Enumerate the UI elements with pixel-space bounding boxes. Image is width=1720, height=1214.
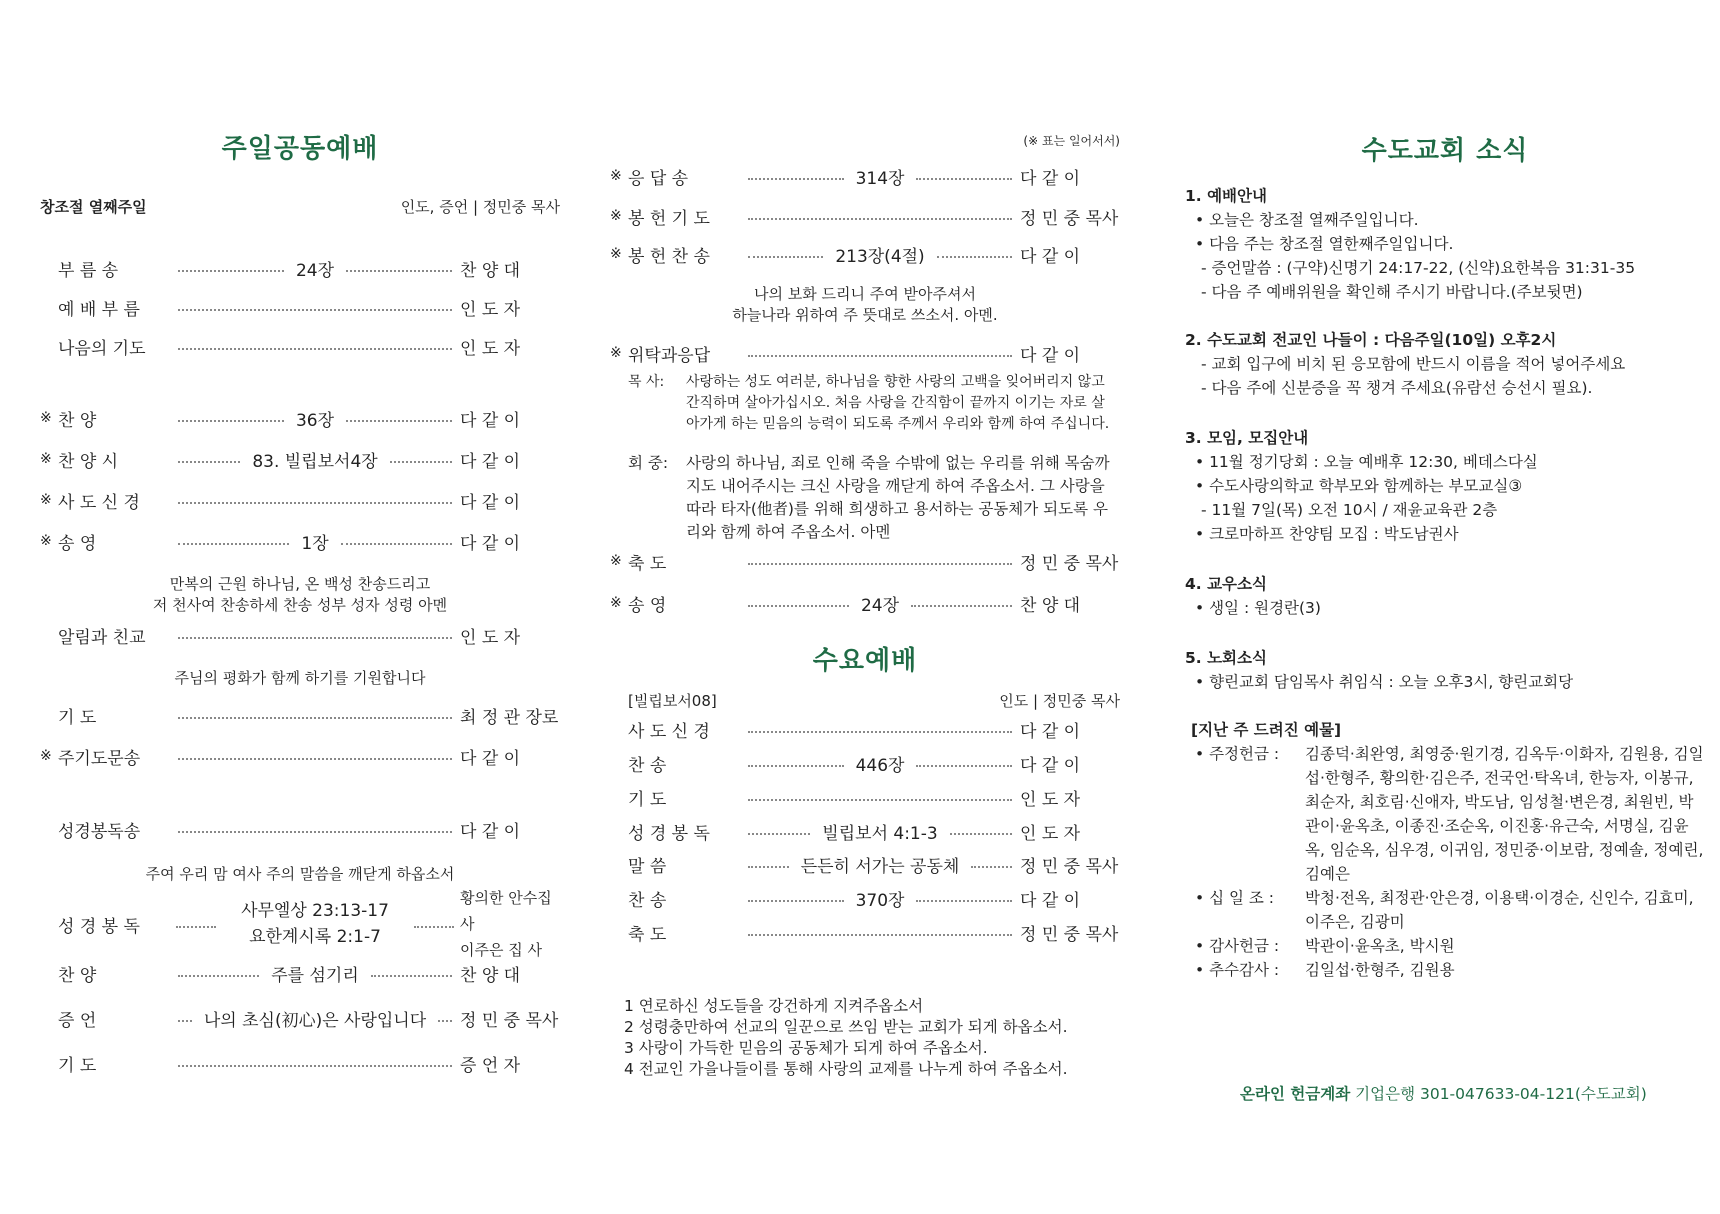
- offering-names: 박관이·윤옥초, 박시원: [1305, 937, 1455, 955]
- peace-text: 주님의 평화가 함께 하기를 기원합니다: [174, 669, 426, 687]
- standing-note: (※ 표는 일어서서): [1023, 134, 1120, 148]
- order-label: 봉 헌 기 도: [628, 208, 710, 229]
- sunday-title: 주일공동예배: [221, 134, 379, 164]
- news-heading-2: 2. 수도교회 전교인 나들이 : 다음주일(10일) 오후2시: [1185, 331, 1557, 349]
- stand-mark: ※: [610, 246, 622, 262]
- reading-readers: [460, 885, 560, 963]
- congregation-label: 회 중:: [628, 454, 669, 472]
- offering-row: [1185, 742, 1705, 886]
- order-leader: 인 도 자: [1020, 823, 1081, 844]
- order-row: [40, 487, 560, 513]
- order-row: [610, 919, 1120, 945]
- order-leader: 정 민 중 목사: [1020, 553, 1119, 574]
- stand-mark: ※: [610, 595, 622, 611]
- order-detail: 24장: [860, 595, 900, 616]
- order-leader: 다 같 이: [460, 451, 521, 472]
- news-line: • 향린교회 담임목사 취임식 : 오늘 오후3시, 향린교회당: [1195, 673, 1574, 691]
- order-leader: 인 도 자: [460, 627, 521, 648]
- order-label: 증 언: [58, 1010, 97, 1031]
- news-line: - 다음 주 예배위원을 확인해 주시기 바랍니다.(주보뒷면): [1201, 283, 1583, 301]
- order-label: 찬 송: [628, 755, 667, 776]
- doxology-line-2: 저 천사여 찬송하세 찬송 성부 성자 성령 아멘: [152, 596, 448, 614]
- order-leader: 정 민 중 목사: [1020, 208, 1119, 229]
- order-detail: 446장: [855, 755, 905, 776]
- order-row: [40, 446, 560, 472]
- order-label: 찬 송: [628, 890, 667, 911]
- order-row: [40, 255, 560, 281]
- news-line: • 생일 : 원경란(3): [1195, 599, 1321, 617]
- order-row: [40, 528, 560, 554]
- order-row: [40, 743, 560, 769]
- order-row: [40, 816, 560, 842]
- news-heading-3: 3. 모임, 모집안내: [1185, 429, 1309, 447]
- pastor-label: 목 사:: [628, 374, 665, 390]
- reading-passages: [222, 898, 408, 950]
- offering-names: 김종덕·최완영, 최영중·원기경, 김옥두·이화자, 김원용, 김일섭·한형주, 황의한·김은주, 전국언·탁옥녀, 한능자, 이봉규, 최순자, 최호림·신애자, 박도남, 임성철·변은경, 최원빈, 박관이·윤옥초, 이종진·조순옥, 이진홍·유근숙, 서명실, 김윤옥, 임순옥, 심우경, 이귀임, 정민중·이보람, 정예솔, 정예린, 김예은: [1305, 745, 1704, 883]
- reader-1: 황의한 안수집사: [460, 889, 552, 933]
- order-label: 나음의 기도: [58, 338, 146, 359]
- order-label: 성경봉독송: [58, 821, 141, 842]
- order-leader: 다 같 이: [460, 492, 521, 513]
- reading-row: [40, 889, 560, 959]
- online-account: [1240, 1082, 1647, 1104]
- order-label: 찬 양 시: [58, 451, 119, 472]
- order-row: [40, 1050, 560, 1076]
- news-heading-4: 4. 교우소식: [1185, 575, 1267, 593]
- order-label: 응 답 송: [628, 168, 689, 189]
- order-detail: 든든히 서가는 공동체: [800, 856, 960, 877]
- order-label: 기 도: [628, 789, 667, 810]
- account-value: 기업은행 301-047633-04-121(수도교회): [1355, 1085, 1647, 1103]
- order-detail: 83. 빌립보서4장: [252, 451, 378, 472]
- order-leader: 정 민 중 목사: [1020, 856, 1119, 877]
- order-leader: 다 같 이: [460, 748, 521, 769]
- news-heading-1: 1. 예배안내: [1185, 187, 1267, 205]
- order-row: [40, 622, 560, 648]
- offering-row: [1185, 886, 1705, 934]
- news-line: • 크로마하프 찬양팀 모집 : 박도남권사: [1195, 525, 1459, 543]
- order-row: [610, 885, 1120, 911]
- offering-type: • 십 일 조 :: [1195, 889, 1274, 907]
- order-label: 주기도문송: [58, 748, 141, 769]
- order-row: [610, 548, 1120, 574]
- order-detail: 1장: [301, 533, 329, 554]
- stand-mark: ※: [40, 410, 52, 426]
- stand-mark: ※: [40, 451, 52, 467]
- order-leader: 다 같 이: [1020, 345, 1081, 366]
- offering-song-line-2: 하늘나라 위하여 주 뜻대로 쓰소서. 아멘.: [732, 306, 998, 324]
- order-detail: 빌립보서 4:1-3: [822, 823, 938, 844]
- offering-song-line-1: 나의 보화 드리니 주여 받아주셔서: [754, 285, 976, 303]
- doxology-line-1: 만복의 근원 하나님, 온 백성 찬송드리고: [169, 575, 431, 593]
- prayer-item-1: 1 연로하신 성도들을 강건하게 지켜주옵소서: [624, 997, 924, 1015]
- offering-type: • 감사헌금 :: [1195, 937, 1280, 955]
- order-label: 예 배 부 름: [58, 299, 140, 320]
- order-label: 기 도: [58, 1055, 97, 1076]
- offering-row: [1185, 934, 1705, 958]
- order-leader: 인 도 자: [460, 299, 521, 320]
- order-label: 성 경 봉 독: [628, 823, 710, 844]
- order-leader: 찬 양 대: [460, 965, 521, 986]
- news-line: • 11월 정기당회 : 오늘 예배후 12:30, 베데스다실: [1195, 453, 1538, 471]
- order-label: 기 도: [58, 707, 97, 728]
- order-row: [610, 716, 1120, 742]
- stand-mark: ※: [40, 533, 52, 549]
- order-detail: 370장: [855, 890, 905, 911]
- order-row: [40, 960, 560, 986]
- order-leader: 찬 양 대: [1020, 595, 1081, 616]
- order-label: 송 영: [58, 533, 97, 554]
- offering-row: [1185, 958, 1705, 982]
- order-label: 사 도 신 경: [58, 492, 140, 513]
- stand-mark: ※: [610, 208, 622, 224]
- doxology-text: [40, 574, 560, 616]
- news-line: - 교회 입구에 비치 된 응모함에 반드시 이름을 적어 넣어주세요: [1201, 355, 1626, 373]
- news-title: 수도교회 소식: [1361, 136, 1529, 166]
- pastor-block: [628, 372, 1118, 435]
- order-row: [40, 1005, 560, 1031]
- order-row: [610, 851, 1120, 877]
- reading-label: 성 경 봉 독: [58, 916, 140, 937]
- order-row: [610, 340, 1120, 366]
- news-section-members: [1185, 572, 1705, 620]
- order-leader: 다 같 이: [1020, 246, 1081, 267]
- order-label: 축 도: [628, 553, 667, 574]
- order-leader: 찬 양 대: [460, 260, 521, 281]
- stand-mark: ※: [40, 492, 52, 508]
- news-line: • 수도사랑의학교 학부모와 함께하는 부모교실③: [1195, 477, 1523, 495]
- sunday-subtitle: 창조절 열째주일: [40, 198, 147, 216]
- order-leader: 다 같 이: [460, 821, 521, 842]
- order-label: 위탁과응답: [628, 345, 711, 366]
- prayer-item-3: 3 사랑이 가득한 믿음의 공동체가 되게 하여 주옵소서.: [624, 1039, 988, 1057]
- order-detail: 314장: [855, 168, 905, 189]
- offering-names: 김일섭·한형주, 김원용: [1305, 961, 1455, 979]
- offerings-section: [1185, 718, 1705, 982]
- order-label: 말 씀: [628, 856, 667, 877]
- order-detail: 213장(4절): [835, 246, 925, 267]
- offering-type: • 주정헌금 :: [1195, 745, 1280, 763]
- order-row: [610, 590, 1120, 616]
- wednesday-header: [628, 690, 1120, 711]
- order-leader: 증 언 자: [460, 1055, 521, 1076]
- order-detail: 나의 초심(初心)은 사랑입니다: [203, 1010, 427, 1031]
- order-label: 부 름 송: [58, 260, 119, 281]
- news-section-meetings: [1185, 426, 1705, 546]
- offerings-list: [1185, 742, 1705, 982]
- order-leader: 다 같 이: [1020, 755, 1081, 776]
- order-row: [610, 750, 1120, 776]
- order-label: 송 영: [628, 595, 667, 616]
- news-section-outing: [1185, 328, 1705, 400]
- order-leader: 다 같 이: [1020, 168, 1081, 189]
- order-detail: 36장: [295, 410, 335, 431]
- sunday-leader: 인도, 증언 | 정민중 목사: [400, 198, 560, 216]
- news-line: - 증언말씀 : (구약)신명기 24:17-22, (신약)요한복음 31:31-35: [1201, 259, 1636, 277]
- pastor-text: 사랑하는 성도 여러분, 하나님을 향한 사랑의 고백을 잊어버리지 않고 간직하며 살아가십시오. 처음 사랑을 간직함이 끝까지 이기는 자로 살아가게 하는 믿음의 능력이 되도록 주께서 우리와 함께 하여 주십니다.: [686, 374, 1110, 432]
- order-detail: 주를 섬기리: [271, 965, 359, 986]
- bible-prayer-text: 주여 우리 맘 여사 주의 말씀을 깨닫게 하옵소서: [145, 865, 455, 883]
- prayer-item-2: 2 성령충만하여 선교의 일꾼으로 쓰임 받는 교회가 되게 하옵소서.: [624, 1018, 1068, 1036]
- stand-mark: ※: [40, 748, 52, 764]
- stand-mark: ※: [610, 168, 622, 184]
- news-line: • 오늘은 창조절 열째주일입니다.: [1195, 211, 1419, 229]
- congregation-text: 사랑의 하나님, 죄로 인해 죽을 수밖에 없는 우리를 위해 목숨까지도 내어주시는 크신 사랑을 깨닫게 하여 주옵소서. 그 사랑을 따라 타자(他者)를 위해 희생하고 용서하는 공동체가 되도록 우리와 함께 하여 주옵소서. 아멘: [686, 454, 1110, 541]
- prayer-list: [624, 996, 1120, 1080]
- order-leader: 다 같 이: [460, 533, 521, 554]
- news-section-worship: [1185, 184, 1705, 304]
- order-label: 사 도 신 경: [628, 721, 710, 742]
- order-row: [40, 294, 560, 320]
- order-leader: 최 정 관 장로: [460, 707, 559, 728]
- reader-2: 이주은 집 사: [460, 941, 542, 959]
- wednesday-leader: 인도 | 정민중 목사: [999, 692, 1120, 710]
- offering-song-text: [610, 284, 1120, 326]
- order-leader: 다 같 이: [1020, 721, 1081, 742]
- order-row: [610, 818, 1120, 844]
- stand-mark: ※: [610, 553, 622, 569]
- order-label: 축 도: [628, 924, 667, 945]
- news-heading-5: 5. 노회소식: [1185, 649, 1267, 667]
- order-leader: 정 민 중 목사: [1020, 924, 1119, 945]
- reading-passage-1: 사무엘상 23:13-17: [241, 901, 389, 921]
- order-leader: 다 같 이: [460, 410, 521, 431]
- order-leader: 다 같 이: [1020, 890, 1081, 911]
- news-line: - 다음 주에 신분증을 꼭 챙겨 주세요(유람선 승선시 필요).: [1201, 379, 1593, 397]
- offering-names: 박청·전옥, 최정관·안은경, 이용택·이경순, 신인수, 김효미, 이주은, 김광미: [1305, 889, 1694, 931]
- stand-mark: ※: [610, 345, 622, 361]
- order-row: [610, 203, 1120, 229]
- order-row: [40, 702, 560, 728]
- congregation-block: [628, 452, 1118, 544]
- order-leader: 인 도 자: [1020, 789, 1081, 810]
- account-label: 온라인 헌금계좌: [1240, 1085, 1351, 1103]
- offering-type: • 추수감사 :: [1195, 961, 1280, 979]
- reading-passage-2: 요한계시록 2:1-7: [249, 927, 381, 947]
- offerings-heading: [지난 주 드려진 예물]: [1191, 721, 1342, 739]
- order-label: 찬 양: [58, 965, 97, 986]
- order-leader: 인 도 자: [460, 338, 521, 359]
- wednesday-subtitle: [빌립보서08]: [628, 692, 717, 710]
- order-row: [40, 333, 560, 359]
- prayer-item-4: 4 전교인 가을나들이를 통해 사랑의 교제를 나누게 하여 주옵소서.: [624, 1060, 1068, 1078]
- news-section-presbytery: [1185, 646, 1705, 694]
- order-label: 봉 헌 찬 송: [628, 246, 710, 267]
- order-leader: 정 민 중 목사: [460, 1010, 559, 1031]
- order-row: [40, 405, 560, 431]
- order-row: [610, 163, 1120, 189]
- news-line: - 11월 7일(목) 오전 10시 / 재윤교육관 2층: [1201, 501, 1498, 519]
- order-row: [610, 784, 1120, 810]
- sunday-header: [40, 196, 560, 217]
- wednesday-title: 수요예배: [812, 646, 918, 676]
- order-label: 알림과 친교: [58, 627, 146, 648]
- order-row: [610, 241, 1120, 267]
- order-label: 찬 양: [58, 410, 97, 431]
- order-detail: 24장: [295, 260, 335, 281]
- news-line: • 다음 주는 창조절 열한째주일입니다.: [1195, 235, 1454, 253]
